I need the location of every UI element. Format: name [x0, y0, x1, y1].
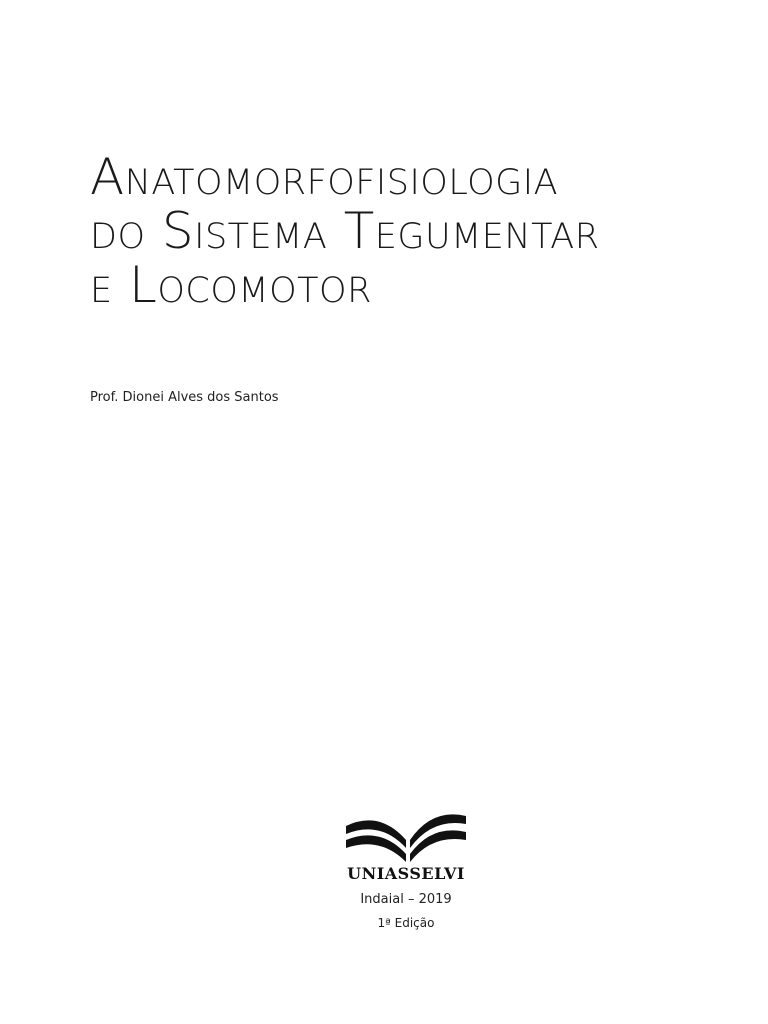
title-line-2: do Sistema Tegumentar — [90, 202, 600, 260]
logo-wordmark: UNIASSELVI — [347, 864, 465, 883]
publisher-logo — [340, 812, 472, 884]
title-line-3: e Locomotor — [90, 256, 372, 314]
place-year: Indaial – 2019 — [360, 892, 452, 907]
author-name: Prof. Dionei Alves dos Santos — [90, 390, 279, 405]
title-line-1: Anatomorfofisiologia — [90, 148, 559, 206]
open-book-arcs-icon — [340, 812, 472, 864]
edition: 1ª Edição — [377, 916, 435, 930]
book-title — [90, 150, 730, 312]
